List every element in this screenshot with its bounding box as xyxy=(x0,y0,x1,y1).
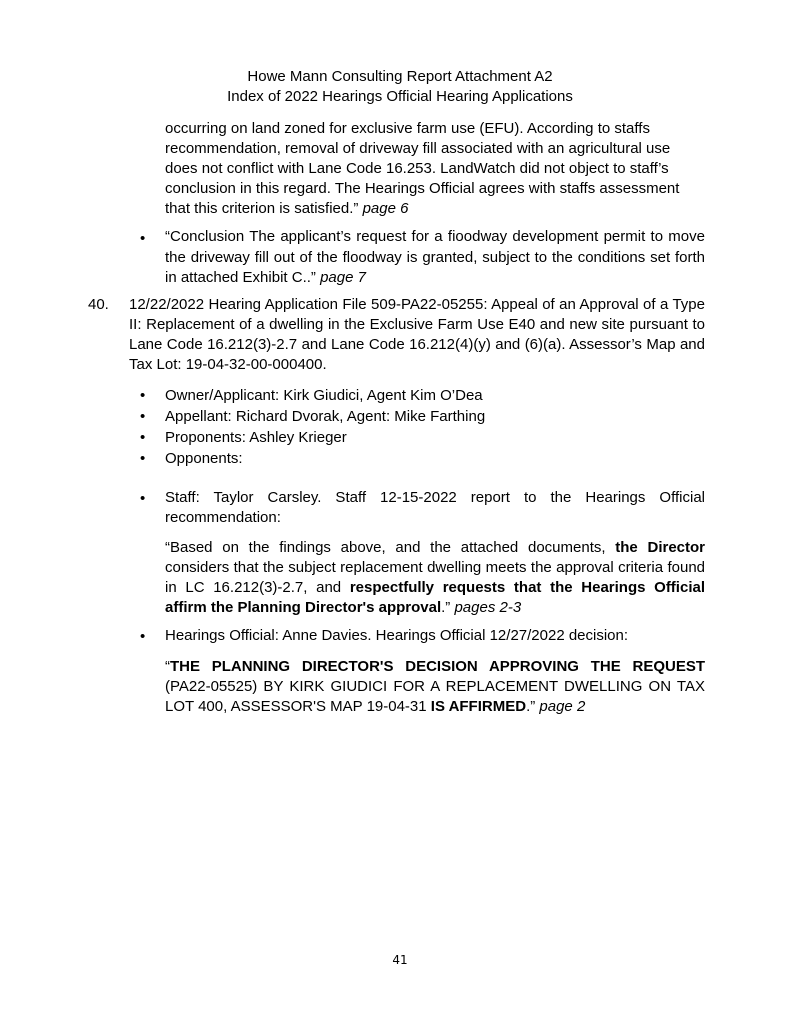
decision-quote-text: (PA22-05525) BY KIRK GIUDICI FOR A REPLACEMENT DWELLING ON TAX LOT 400, ASSESSOR'S MAP 19-04-31 xyxy=(165,678,705,715)
staff-quote-bold: the Director xyxy=(615,539,706,556)
decision-quote-text: “ xyxy=(165,658,170,675)
report-header xyxy=(0,67,800,107)
continuation-text: occurring on land zoned for exclusive farm use (EFU). According to staffs recommendation, removal of driveway fill associated with an agricultural use does not conflict with Lane Code 16.253. LandWatch did not object to staff’s conclusion in this regard. The Hearings Official agrees with staffs assessment that this criterion is satisfied.” xyxy=(165,120,680,217)
conclusion-bullet: • xyxy=(140,230,146,247)
staff-quote-text: “Based on the findings above, and the attached documents, xyxy=(165,539,616,556)
item-40-description: 12/22/2022 Hearing Application File 509-PA22-05255: Appeal of an Approval of a Type II: Replacement of a dwelling in the Exclusive Farm Use E40 and new site pursuant to Lane Code 16.212(3)-2.7 and Lane Code 16.212(4)(y) and (6)(a). Assessor’s Map and Tax Lot: 19-04-32-00-000400. xyxy=(129,296,705,373)
continuation-page-ref: page 6 xyxy=(362,200,409,217)
staff-quote-text: considers that the subject replacement dwelling meets the approval criteria found in LC 16.212(3)-2.7, and xyxy=(165,559,705,596)
conclusion-page-ref: page 7 xyxy=(320,269,366,286)
continuation-paragraph xyxy=(165,119,705,219)
decision-quote-page-ref: page 2 xyxy=(539,698,586,715)
staff-quote-page-ref: pages 2-3 xyxy=(454,599,522,616)
conclusion-paragraph xyxy=(165,227,705,289)
header-subtitle: Index of 2022 Hearings Official Hearing Applications xyxy=(227,88,573,105)
decision-quote-bold: THE PLANNING DIRECTOR'S DECISION APPROVING THE REQUEST xyxy=(170,658,705,675)
item-number: 40. xyxy=(88,296,109,313)
decision-quote xyxy=(165,657,705,717)
conclusion-text: “Conclusion The applicant’s request for a fioodway development permit to move the driveway fill out of the floodway is granted, subject to the conditions set forth in attached Exhibit C..” xyxy=(165,228,705,286)
hearings-official-paragraph: Hearings Official: Anne Davies. Hearings Official 12/27/2022 decision: xyxy=(165,627,629,644)
party-owner: Owner/Applicant: Kirk Giudici, Agent Kim O’Dea xyxy=(165,387,483,404)
staff-quote xyxy=(165,538,705,618)
page-number: 41 xyxy=(392,953,408,967)
staff-bullet: • xyxy=(140,490,146,507)
header-title: Howe Mann Consulting Report Attachment A2 xyxy=(247,68,553,85)
decision-quote-bold: IS AFFIRMED xyxy=(430,698,527,715)
party-opponents: Opponents: xyxy=(165,450,243,467)
party-bullet: • xyxy=(140,387,146,404)
party-appellant: Appellant: Richard Dvorak, Agent: Mike Farthing xyxy=(165,408,486,425)
party-bullet: • xyxy=(140,408,146,425)
staff-quote-text: .” xyxy=(441,599,455,616)
party-bullet: • xyxy=(140,450,146,467)
party-bullet: • xyxy=(140,429,146,446)
hearings-official-bullet: • xyxy=(140,628,146,645)
decision-quote-text: .” xyxy=(526,698,540,715)
staff-quote-bold: respectfully requests that the Hearings Official affirm the Planning Director's approval xyxy=(165,579,705,616)
staff-paragraph: Staff: Taylor Carsley. Staff 12-15-2022 report to the Hearings Official recommendation: xyxy=(165,489,705,526)
party-proponents: Proponents: Ashley Krieger xyxy=(165,429,347,446)
